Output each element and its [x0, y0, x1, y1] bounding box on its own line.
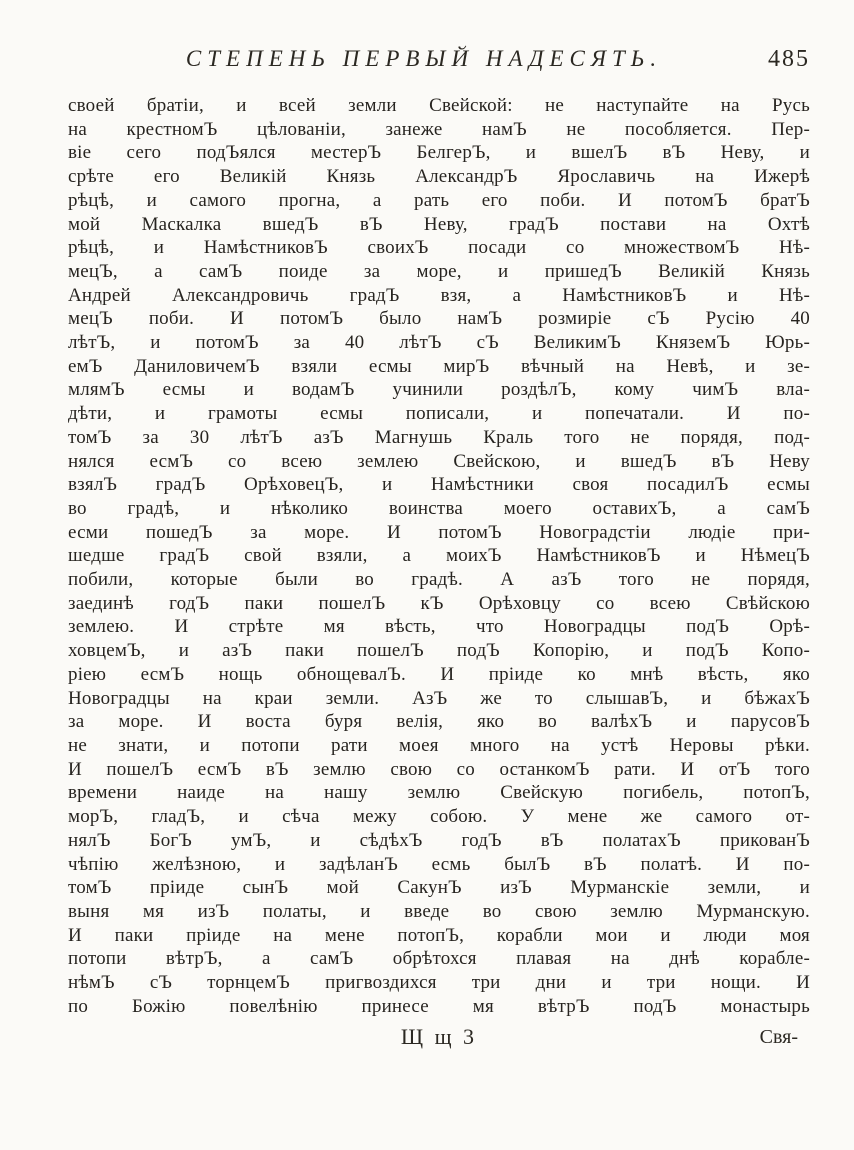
text-line: рѣцѣ, и самого прогна, а рать его поби. И потомЪ братЪ — [68, 189, 810, 211]
text-line: Новоградцы на краи земли. АзЪ же то слышавЪ, и бѣжахЪ — [68, 687, 810, 709]
text-line: есми пошедЪ за море. И потомЪ Новоградстіи людіе при- — [68, 521, 810, 543]
text-line: побили, которые были во градѣ. А азЪ того не порядя, — [68, 569, 810, 591]
text-line: нѣмЪ сЪ торнцемЪ пригвоздихся три дни и три нощи. И — [68, 972, 810, 994]
text-line: И паки пріиде на мене потопЪ, корабли мои и люди моя — [68, 924, 810, 946]
text-line: своей братіи, и всей земли Свейской: не наступайте на Русь — [68, 95, 810, 116]
text-line: ріею есмЪ нощь обнощевалЪ. И пріиде ко мнѣ вѣсть, яко — [68, 663, 810, 685]
text-line: дѣти, и грамоты есмы пописали, и попечатали. И по- — [68, 403, 810, 425]
text-line: выня мя изЪ полаты, и введе во свою землю Мурманскую. — [68, 900, 810, 922]
text-line: за море. И воста буря велія, яко во валѣхЪ и парусовЪ — [68, 711, 810, 733]
text-line: рѣцѣ, и НамѣстниковЪ своихЪ посади со множествомЪ Нѣ- — [68, 237, 810, 259]
text-line: ховцемЪ, и азЪ паки пошелЪ подЪ Копорію, и подЪ Копо- — [68, 640, 810, 662]
text-line: времени наиде на нашу землю Свейскую погибель, потопЪ, — [68, 782, 810, 804]
text-line: шедше градЪ свой взяли, а моихЪ НамѣстниковЪ и НѣмецЪ — [68, 545, 810, 567]
text-block — [68, 94, 810, 1018]
text-line: лѣтЪ, и потомЪ за 40 лѣтЪ сЪ ВеликимЪ КняземЪ Юрь- — [68, 332, 810, 354]
text-line: млямЪ есмы и водамЪ учинили роздѣлЪ, кому чимЪ вла- — [68, 379, 810, 401]
text-line: срѣте его Великій Князь АлександрЪ Ярославичь на Ижерѣ — [68, 166, 810, 188]
text-line: нялЪ БогЪ умЪ, и сѣдѣхЪ годЪ вЪ полатахЪ прикованЪ — [68, 829, 810, 851]
text-line: землею. И стрѣте мя вѣсть, что Новоградцы подЪ Орѣ- — [68, 616, 810, 638]
text-line: заединѣ годЪ паки пошелЪ кЪ Орѣховцу со всею Свѣйскою — [68, 592, 810, 614]
signature-mark: Щ щ 3 — [400, 1024, 478, 1049]
text-line: И пошелЪ есмЪ вЪ землю свою со останкомЪ рати. И отЪ того — [68, 758, 810, 780]
text-line: мой Маскалка вшедЪ вЪ Неву, градЪ постави на Охтѣ — [68, 213, 810, 235]
text-line: во градѣ, и нѣколико воинства моего оставихЪ, а самЪ — [68, 497, 810, 519]
text-line: чѣпію желѣзною, и задѣланЪ есмь былЪ вЪ полатѣ. И по- — [68, 853, 810, 875]
footer-row — [68, 1024, 810, 1054]
text-line: томЪ пріиде сынЪ мой СакунЪ изЪ Мурманскіе земли, и — [68, 877, 810, 899]
text-line: взялЪ градЪ ОрѣховецЪ, и Намѣстники своя посадилЪ есмы — [68, 474, 810, 496]
text-line: віе сего подЪялся местерЪ БелгерЪ, и вшелЪ вЪ Неву, и — [68, 142, 810, 164]
text-line: мецЪ поби. И потомЪ было намЪ розмиріе сЪ Русію 40 — [68, 308, 810, 330]
text-line: нялся есмЪ со всею землею Свейскою, и вшедЪ вЪ Неву — [68, 450, 810, 472]
text-line: морЪ, гладЪ, и сѣча межу собою. У мене же самого от- — [68, 806, 810, 828]
page-title: СТЕПЕНЬ ПЕРВЫЙ НАДЕСЯТЬ. — [185, 46, 663, 71]
text-line: на крестномЪ цѣлованіи, занеже намЪ не пособляется. Пер- — [68, 118, 810, 140]
text-line: емЪ ДаниловичемЪ взяли есмы мирЪ вѣчный на Невѣ, и зе- — [68, 355, 810, 377]
text-line: потопи вѣтрЪ, а самЪ обрѣтохся плавая на днѣ корабле- — [68, 948, 810, 970]
catchword: Свя- — [759, 1026, 798, 1048]
text-line: Андрей Александровичь градЪ взя, а НамѣстниковЪ и Нѣ- — [68, 284, 810, 306]
text-line: мецЪ, а самЪ поиде за море, и пришедЪ Великій Князь — [68, 260, 810, 282]
text-line: томЪ за 30 лѣтЪ азЪ Магнушь Краль того не порядя, под- — [68, 426, 810, 448]
text-line: по Божію повелѣнію принесе мя вѣтрЪ подЪ монастырь — [68, 995, 810, 1017]
running-head — [68, 46, 810, 80]
page-number: 485 — [768, 46, 810, 72]
text-line: не знати, и потопи рати моея много на устѣ Неровы рѣки. — [68, 734, 810, 756]
